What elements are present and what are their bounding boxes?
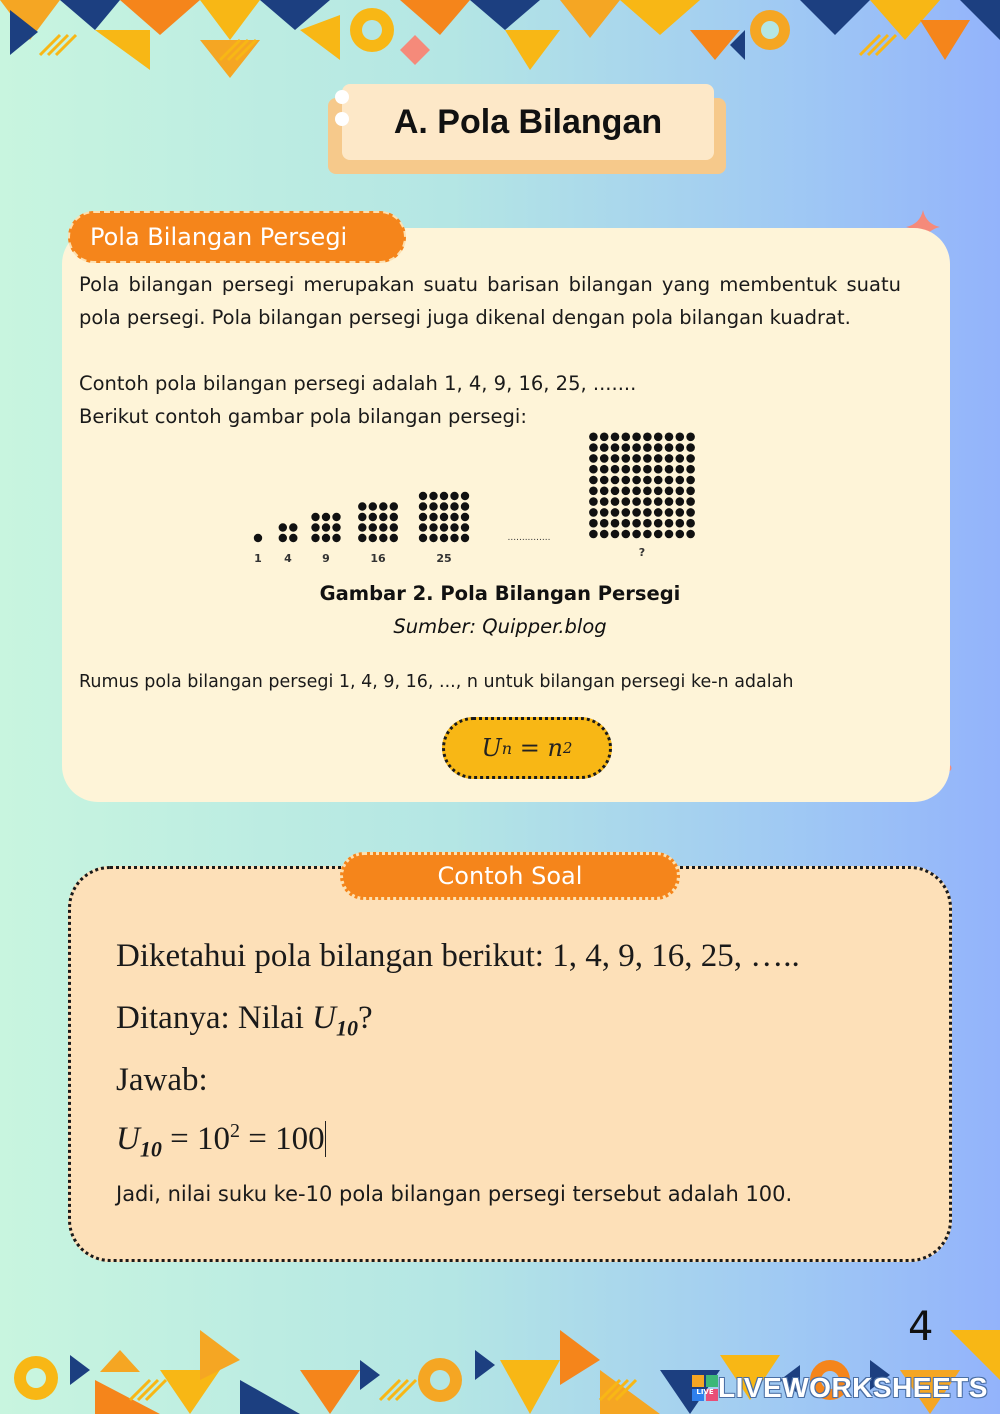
pattern-dot bbox=[419, 523, 427, 531]
top-decorative-border bbox=[0, 0, 1000, 80]
pattern-dot bbox=[600, 508, 609, 517]
pattern-dot bbox=[686, 454, 695, 463]
pattern-dot bbox=[589, 530, 598, 539]
question-suffix: ? bbox=[357, 1000, 373, 1036]
pattern-dot bbox=[654, 454, 663, 463]
pattern-dot bbox=[600, 487, 609, 496]
pattern-dot bbox=[676, 487, 685, 496]
pattern-dot bbox=[419, 492, 427, 500]
pattern-dot bbox=[390, 513, 398, 521]
section-tag-contoh-soal bbox=[340, 852, 680, 900]
pattern-dot bbox=[654, 497, 663, 506]
pattern-dot bbox=[643, 433, 652, 442]
pattern-dot bbox=[369, 513, 377, 521]
pattern-dot bbox=[654, 465, 663, 474]
calc-subscript: 10 bbox=[139, 1136, 162, 1162]
square-pattern-figure bbox=[240, 428, 710, 573]
pattern-dot bbox=[332, 534, 340, 542]
pattern-dot bbox=[589, 465, 598, 474]
pattern-dot bbox=[632, 508, 641, 517]
pattern-dot bbox=[676, 519, 685, 528]
pattern-dot bbox=[390, 502, 398, 510]
pattern-dot bbox=[643, 530, 652, 539]
section-tag-label: Contoh Soal bbox=[437, 862, 583, 890]
pattern-dot bbox=[643, 487, 652, 496]
liveworksheets-logo-icon bbox=[692, 1375, 718, 1401]
pattern-dot bbox=[632, 530, 641, 539]
pattern-dot bbox=[654, 476, 663, 485]
pattern-dot bbox=[390, 534, 398, 542]
pattern-dot bbox=[611, 476, 620, 485]
pattern-dot bbox=[450, 502, 458, 510]
pattern-dot bbox=[611, 443, 620, 452]
conclusion-text: Jadi, nilai suku ke-10 pola bilangan persegi tersebut adalah 100. bbox=[116, 1182, 793, 1206]
pattern-dot bbox=[686, 465, 695, 474]
pattern-dot bbox=[632, 519, 641, 528]
formula-equals: = n bbox=[512, 734, 563, 762]
pattern-dot bbox=[600, 519, 609, 528]
pattern-dot bbox=[686, 497, 695, 506]
pattern-dot bbox=[611, 433, 620, 442]
pattern-dot bbox=[643, 519, 652, 528]
logo-icon-letters: LIVE bbox=[696, 1388, 714, 1396]
brand-name: LIVEWORKSHEETS bbox=[718, 1372, 988, 1403]
pattern-dot bbox=[358, 534, 366, 542]
question-line bbox=[116, 1000, 373, 1042]
pattern-dot bbox=[676, 433, 685, 442]
pattern-dot bbox=[279, 534, 287, 542]
dot-pattern-illustration bbox=[240, 428, 710, 573]
figure-caption-source: Sumber: Quipper.blog bbox=[393, 615, 607, 638]
pattern-dot bbox=[450, 534, 458, 542]
pattern-dot bbox=[311, 534, 319, 542]
pattern-dot bbox=[643, 508, 652, 517]
page-title: A. Pola Bilangan bbox=[393, 102, 663, 141]
pattern-dot bbox=[676, 454, 685, 463]
pattern-dot bbox=[322, 513, 330, 521]
figure-label-25: 25 bbox=[436, 552, 452, 565]
pattern-dot bbox=[279, 523, 287, 531]
pattern-dot bbox=[632, 433, 641, 442]
pattern-dot bbox=[332, 523, 340, 531]
pattern-dot bbox=[654, 433, 663, 442]
binder-dot bbox=[335, 90, 349, 104]
pattern-dot bbox=[429, 523, 437, 531]
pattern-dot bbox=[654, 508, 663, 517]
dot-group-25 bbox=[419, 492, 469, 542]
pattern-dot bbox=[665, 476, 674, 485]
pattern-dot bbox=[622, 508, 631, 517]
pattern-dot bbox=[686, 530, 695, 539]
pattern-dot bbox=[589, 519, 598, 528]
pattern-dot bbox=[379, 534, 387, 542]
pattern-dot bbox=[600, 530, 609, 539]
pattern-dot bbox=[461, 492, 469, 500]
figure-ellipsis: ............... bbox=[507, 533, 551, 543]
pattern-dot bbox=[461, 534, 469, 542]
figure-caption-title: Gambar 2. Pola Bilangan Persegi bbox=[319, 582, 681, 605]
pattern-dot bbox=[390, 523, 398, 531]
pattern-dot bbox=[440, 492, 448, 500]
dot-group-1 bbox=[254, 534, 262, 542]
pattern-dot bbox=[654, 487, 663, 496]
formula-badge bbox=[442, 717, 612, 779]
definition-paragraph: Pola bilangan persegi merupakan suatu barisan bilangan yang membentuk suatu pola persegi. Pola bilangan persegi juga dikenal dengan pola bilangan kuadrat. bbox=[79, 273, 901, 329]
pattern-dot bbox=[654, 443, 663, 452]
pattern-dot bbox=[600, 476, 609, 485]
pattern-dot bbox=[622, 487, 631, 496]
pattern-dot bbox=[589, 508, 598, 517]
pattern-dot bbox=[358, 502, 366, 510]
pattern-dot bbox=[622, 530, 631, 539]
pattern-dot bbox=[622, 433, 631, 442]
calculation-line bbox=[116, 1120, 326, 1163]
pattern-dot bbox=[643, 465, 652, 474]
formula-intro: Rumus pola bilangan persegi 1, 4, 9, 16, ..., n untuk bilangan persegi ke-n adalah bbox=[79, 672, 794, 692]
pattern-dot bbox=[322, 534, 330, 542]
pattern-dot bbox=[686, 519, 695, 528]
pattern-dot bbox=[289, 534, 297, 542]
pattern-dot bbox=[254, 534, 262, 542]
pattern-dot bbox=[461, 523, 469, 531]
pattern-dot bbox=[622, 476, 631, 485]
pattern-dot bbox=[589, 497, 598, 506]
pattern-dot bbox=[632, 465, 641, 474]
pattern-dot bbox=[450, 513, 458, 521]
pattern-dot bbox=[589, 454, 598, 463]
pattern-dot bbox=[440, 534, 448, 542]
pattern-dot bbox=[676, 476, 685, 485]
figure-label-9: 9 bbox=[322, 552, 330, 565]
pattern-dot bbox=[461, 513, 469, 521]
pattern-dot bbox=[622, 443, 631, 452]
pattern-dot bbox=[589, 476, 598, 485]
pattern-dot bbox=[676, 465, 685, 474]
pattern-dot bbox=[622, 465, 631, 474]
pattern-dot bbox=[611, 508, 620, 517]
pattern-dot bbox=[665, 465, 674, 474]
pattern-dot bbox=[665, 530, 674, 539]
formula-subscript: n bbox=[501, 738, 513, 758]
pattern-dot bbox=[429, 492, 437, 500]
dot-group-16 bbox=[358, 502, 398, 542]
pattern-dot bbox=[686, 487, 695, 496]
pattern-dot bbox=[622, 454, 631, 463]
page-number: 4 bbox=[908, 1304, 934, 1350]
pattern-dot bbox=[654, 530, 663, 539]
figure-label-4: 4 bbox=[284, 552, 292, 565]
pattern-dot bbox=[311, 523, 319, 531]
pattern-dot bbox=[358, 523, 366, 531]
pattern-dot bbox=[369, 523, 377, 531]
question-prefix: Ditanya: Nilai bbox=[116, 1000, 313, 1036]
pattern-dot bbox=[611, 465, 620, 474]
pattern-dot bbox=[419, 513, 427, 521]
title-banner-face bbox=[342, 84, 714, 160]
pattern-dot bbox=[589, 443, 598, 452]
pattern-dot bbox=[686, 508, 695, 517]
pattern-dot bbox=[632, 443, 641, 452]
pattern-dot bbox=[369, 534, 377, 542]
dot-group-4 bbox=[279, 523, 298, 542]
dot-group-unknown bbox=[589, 433, 695, 539]
pattern-dot bbox=[600, 454, 609, 463]
pattern-dot bbox=[632, 497, 641, 506]
pattern-dot bbox=[419, 534, 427, 542]
formula-exponent: 2 bbox=[562, 739, 573, 757]
pattern-dot bbox=[643, 476, 652, 485]
pattern-dot bbox=[450, 523, 458, 531]
pattern-dot bbox=[632, 487, 641, 496]
pattern-dot bbox=[440, 513, 448, 521]
pattern-dot bbox=[665, 433, 674, 442]
section-tag-pola-persegi bbox=[68, 211, 406, 263]
pattern-dot bbox=[643, 497, 652, 506]
pattern-dot bbox=[429, 534, 437, 542]
pattern-dot bbox=[419, 502, 427, 510]
calc-exponent: 2 bbox=[229, 1120, 240, 1142]
pattern-dot bbox=[440, 502, 448, 510]
pattern-dot bbox=[654, 519, 663, 528]
pattern-dot bbox=[665, 519, 674, 528]
pattern-dot bbox=[622, 497, 631, 506]
binder-dot bbox=[335, 112, 349, 126]
pattern-dot bbox=[600, 443, 609, 452]
pattern-dot bbox=[600, 433, 609, 442]
pattern-dot bbox=[589, 487, 598, 496]
pattern-dot bbox=[440, 523, 448, 531]
pattern-dot bbox=[686, 433, 695, 442]
pattern-dot bbox=[611, 519, 620, 528]
answer-label: Jawab: bbox=[116, 1062, 208, 1098]
question-subscript: 10 bbox=[335, 1015, 358, 1041]
pattern-dot bbox=[429, 513, 437, 521]
pattern-dot bbox=[600, 465, 609, 474]
pattern-dot bbox=[676, 508, 685, 517]
figure-label-16: 16 bbox=[370, 552, 386, 565]
pattern-dot bbox=[379, 513, 387, 521]
pattern-dot bbox=[676, 530, 685, 539]
given-statement: Diketahui pola bilangan berikut: 1, 4, 9, 16, 25, ….. bbox=[116, 938, 800, 974]
calc-variable: U bbox=[116, 1121, 140, 1157]
pattern-dot bbox=[311, 513, 319, 521]
liveworksheets-logo bbox=[692, 1372, 988, 1404]
pattern-dot bbox=[369, 502, 377, 510]
pattern-dot bbox=[686, 443, 695, 452]
pattern-dot bbox=[665, 508, 674, 517]
dot-group-9 bbox=[311, 513, 340, 542]
formula-base: U bbox=[481, 734, 502, 762]
pattern-dot bbox=[600, 497, 609, 506]
figure-label-unknown: ? bbox=[638, 546, 646, 559]
pattern-dot bbox=[289, 523, 297, 531]
pattern-dot bbox=[611, 497, 620, 506]
pattern-dot bbox=[322, 523, 330, 531]
pattern-dot bbox=[332, 513, 340, 521]
pattern-dot bbox=[589, 433, 598, 442]
pattern-dot bbox=[632, 454, 641, 463]
pattern-dot bbox=[611, 454, 620, 463]
calc-middle: = 10 bbox=[161, 1121, 230, 1157]
title-banner bbox=[328, 84, 728, 176]
pattern-dot bbox=[379, 523, 387, 531]
pattern-dot bbox=[665, 454, 674, 463]
pattern-dot bbox=[429, 502, 437, 510]
pattern-dot bbox=[358, 513, 366, 521]
pattern-dot bbox=[665, 443, 674, 452]
pattern-dot bbox=[611, 487, 620, 496]
pattern-dot bbox=[379, 502, 387, 510]
pattern-dot bbox=[643, 443, 652, 452]
figure-label-1: 1 bbox=[254, 552, 262, 565]
example-line: Contoh pola bilangan persegi adalah 1, 4, 9, 16, 25, ....... bbox=[79, 372, 637, 395]
pattern-dot bbox=[643, 454, 652, 463]
pattern-dot bbox=[676, 443, 685, 452]
pattern-dot bbox=[622, 519, 631, 528]
section-tag-label: Pola Bilangan Persegi bbox=[90, 223, 348, 251]
pattern-dot bbox=[676, 497, 685, 506]
calc-result: = 100 bbox=[239, 1121, 325, 1157]
pattern-dot bbox=[665, 487, 674, 496]
pattern-dot bbox=[686, 476, 695, 485]
pattern-dot bbox=[461, 502, 469, 510]
pattern-dot bbox=[665, 497, 674, 506]
question-variable: U bbox=[312, 1000, 336, 1036]
pattern-dot bbox=[632, 476, 641, 485]
pattern-dot bbox=[611, 530, 620, 539]
pattern-dot bbox=[450, 492, 458, 500]
figure-intro: Berikut contoh gambar pola bilangan persegi: bbox=[79, 405, 527, 428]
